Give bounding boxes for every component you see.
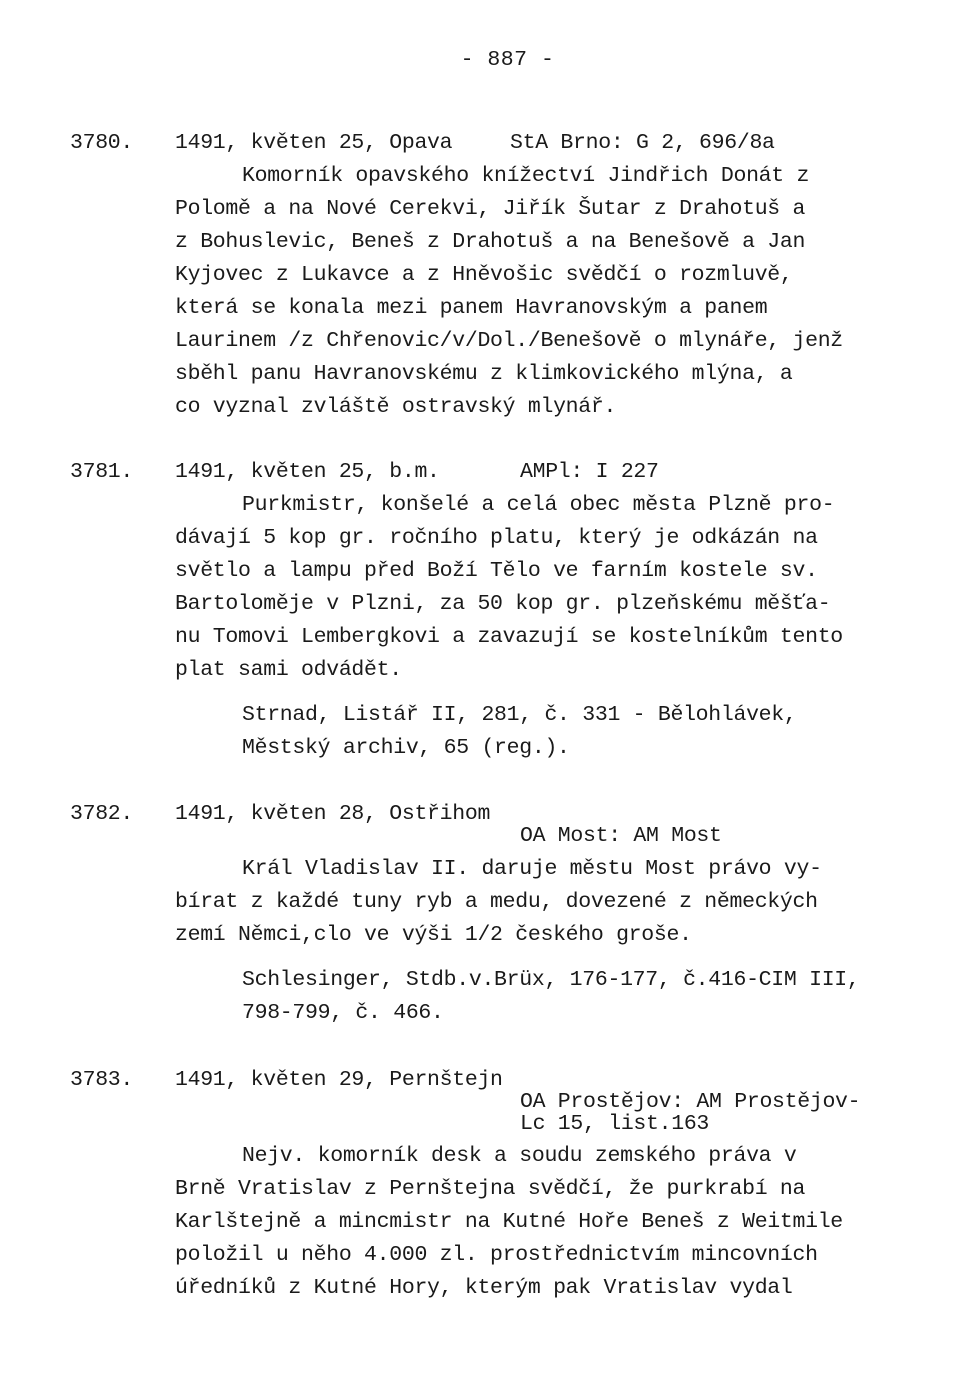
entry-reference-line: Městský archiv, 65 (reg.). (242, 736, 570, 760)
entry-text-line: Bartoloměje v Plzni, za 50 kop gr. plzeňskému měšťa- (175, 592, 831, 616)
entry-reference-line: Schlesinger, Stdb.v.Brüx, 176-177, č.416-CIM III, (242, 968, 860, 992)
page-number: - 887 - (460, 48, 555, 72)
entry-header: 1491, květen 29, Pernštejn (175, 1068, 503, 1092)
entry-text-line: světlo a lampu před Boží Tělo ve farním kostele sv. (175, 559, 818, 583)
entry-archive: Lc 15, list.163 (520, 1112, 710, 1136)
entry-archive: AMPl: I 227 (520, 460, 659, 484)
entry-text-line: Kyjovec z Lukavce a z Hněvošic svědčí o rozmluvě, (175, 263, 793, 287)
entry-number: 3780. (70, 131, 134, 155)
entry-text-line: Nejv. komorník desk a soudu zemského práva v (242, 1144, 797, 1168)
entry-reference-line: Strnad, Listář II, 281, č. 331 - Bělohlávek, (242, 703, 797, 727)
entry-text-line: plat sami odvádět. (175, 658, 402, 682)
entry-text-line: úředníků z Kutné Hory, kterým pak Vratislav vydal (175, 1276, 793, 1300)
entry-number: 3781. (70, 460, 134, 484)
entry-text-line: Brně Vratislav z Pernštejna svědčí, že purkrabí na (175, 1177, 806, 1201)
entry-reference-line: 798-799, č. 466. (242, 1001, 444, 1025)
entry-header: 1491, květen 25, Opava (175, 131, 453, 155)
entry-text-line: která se konala mezi panem Havranovským a panem (175, 296, 768, 320)
entry-text-line: Karlštejně a mincmistr na Kutné Hoře Beneš z Weitmile (175, 1210, 843, 1234)
entry-archive: OA Most: AM Most (520, 824, 722, 848)
entry-text-line: Král Vladislav II. daruje městu Most právo vy- (242, 857, 822, 881)
entry-text-line: bírat z každé tuny ryb a medu, dovezené z německých (175, 890, 818, 914)
entry-text-line: dávají 5 kop gr. ročního platu, který je odkázán na (175, 526, 818, 550)
entry-text-line: zemí Němci,clo ve výši 1/2 českého groše. (175, 923, 692, 947)
entry-text-line: Purkmistr, konšelé a celá obec města Plzně pro- (242, 493, 835, 517)
entry-text-line: nu Tomovi Lembergkovi a zavazují se kostelníkům tento (175, 625, 843, 649)
entry-text-line: sběhl panu Havranovskému z klimkovického mlýna, a (175, 362, 793, 386)
entry-header: 1491, květen 25, b.m. (175, 460, 440, 484)
entry-text-line: co vyznal zvláště ostravský mlynář. (175, 395, 617, 419)
entry-archive: OA Prostějov: AM Prostějov- (520, 1090, 861, 1114)
entry-header: 1491, květen 28, Ostřihom (175, 802, 491, 826)
entry-number: 3782. (70, 802, 134, 826)
entry-text-line: Komorník opavského knížectví Jindřich Donát z (242, 164, 810, 188)
entry-text-line: položil u něho 4.000 zl. prostřednictvím mincovních (175, 1243, 818, 1267)
entry-text-line: Polomě a na Nové Cerekvi, Jiřík Šutar z Drahotuš a (175, 197, 806, 221)
entry-number: 3783. (70, 1068, 134, 1092)
entry-text-line: Laurinem /z Chřenovic/v/Dol./Benešově o mlynáře, jenž (175, 329, 843, 353)
entry-archive: StA Brno: G 2, 696/8a (510, 131, 775, 155)
entry-text-line: z Bohuslevic, Beneš z Drahotuš a na Benešově a Jan (175, 230, 806, 254)
